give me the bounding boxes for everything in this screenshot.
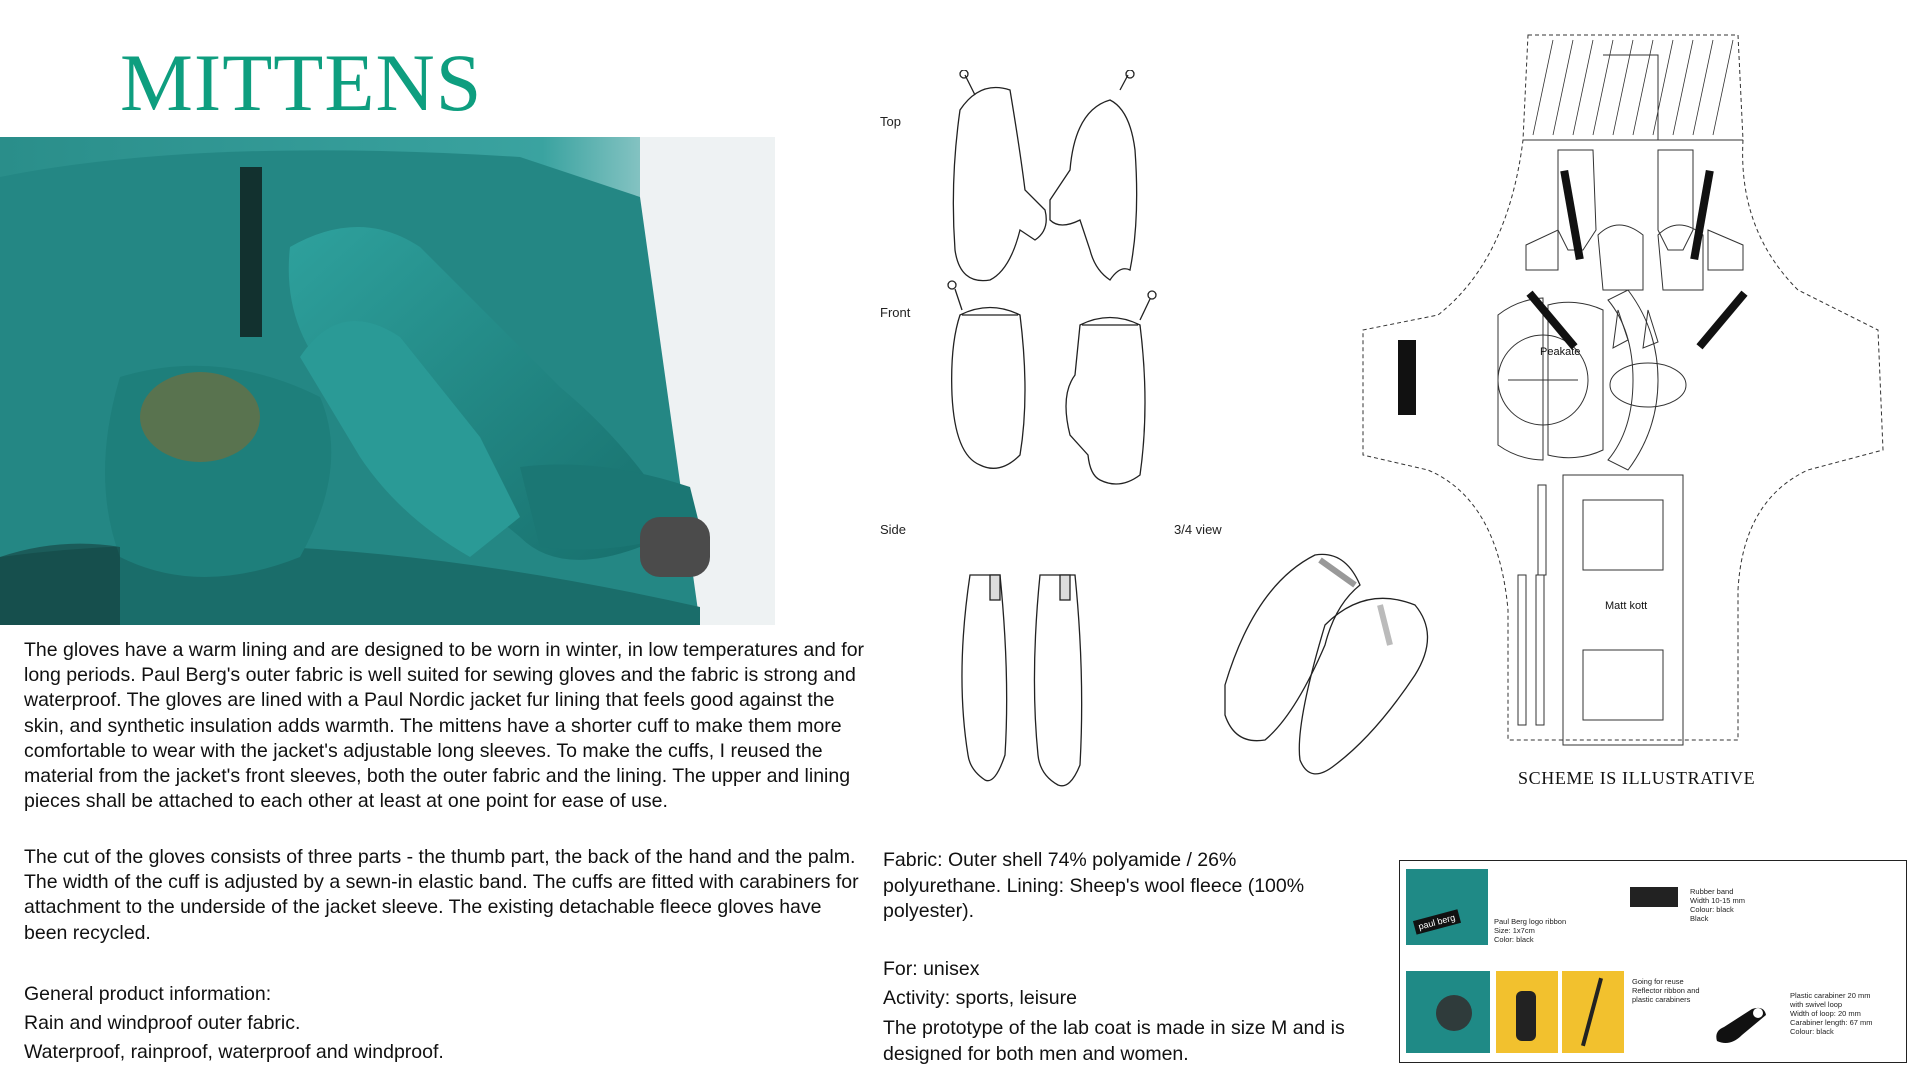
general-info-heading: General product information: <box>24 983 272 1005</box>
pattern-scheme <box>1358 30 1888 760</box>
scheme-label-peakate: Peakate <box>1540 346 1581 358</box>
top-view-mittens <box>953 70 1136 281</box>
logo-ribbon-text: paul berg <box>1413 909 1461 934</box>
logo-ribbon-info: Paul Berg logo ribbon Size: 1x7cm Color: black <box>1494 917 1567 944</box>
view-label-top: Top <box>880 114 901 129</box>
scheme-caption: SCHEME IS ILLUSTRATIVE <box>1518 768 1756 788</box>
reflector-photo-2 <box>1562 971 1624 1053</box>
spec-activity: Activity: sports, leisure <box>883 987 1077 1009</box>
side-view-mittens <box>962 575 1082 786</box>
view-label-three-quarter: 3/4 view <box>1174 522 1222 537</box>
logo-ribbon-photo <box>1406 869 1488 945</box>
reuse-info: Going for reuse Reflector ribbon and plastic carabiners <box>1632 977 1700 1004</box>
spec-fabric: Fabric: Outer shell 74% polyamide / 26% polyurethane. Lining: Sheep's wool fleece (100% polyester). <box>883 849 1305 922</box>
spec-for: For: unisex <box>883 958 980 980</box>
general-info-line-1: Rain and windproof outer fabric. <box>24 1012 301 1034</box>
view-label-front: Front <box>880 305 911 320</box>
cuff-photo <box>1406 971 1490 1053</box>
carabiner-icon <box>1712 1001 1772 1051</box>
view-label-side: Side <box>880 522 907 537</box>
description-paragraph-1: The gloves have a warm lining and are designed to be worn in winter, in low temperatures and for long periods. Paul Berg's outer fabric is well suited for sewing gloves and the fabric is strong and waterproof. The gloves are lined with a Paul Nordic jacket fur lining that feels good against the skin, and synthetic insulation adds warmth. The mittens have a shorter cuff to make them more comfortable to wear with the jacket's adjustable long sleeves. To make the cuffs, I reused the material from the jacket's front sleeves, both the outer fabric and the lining. The upper and lining pieces shall be attached to each other at least at one point for ease of use. <box>24 639 865 813</box>
materials-panel <box>1399 860 1907 1063</box>
rubber-band-info: Rubber band Width 10-15 mm Colour: black Black <box>1690 887 1746 923</box>
general-info-line-2: Waterproof, rainproof, waterproof and windproof. <box>24 1041 444 1063</box>
mittens-photo-illustration <box>0 137 775 625</box>
reflector-photo-1 <box>1496 971 1558 1053</box>
product-photo <box>0 137 775 625</box>
carabiner-info: Plastic carabiner 20 mm with swivel loop Width of loop: 20 mm Carabiner length: 67 mm Colour: black <box>1790 991 1873 1036</box>
technical-drawings <box>940 70 1200 800</box>
description-paragraph-2: The cut of the gloves consists of three parts - the thumb part, the back of the hand and the palm. The width of the cuff is adjusted by a sewn-in elastic band. The cuffs are fitted with carabiners for attachment to the underside of the jacket sleeve. The existing detachable fleece gloves have been recycled. <box>24 846 859 944</box>
front-view-mittens <box>948 281 1156 484</box>
page-title: MITTENS <box>120 37 483 128</box>
spec-prototype: The prototype of the lab coat is made in size M and is designed for both men and women. <box>883 1017 1345 1065</box>
rubber-band-swatch <box>1630 887 1678 907</box>
scheme-label-matt-kott: Matt kott <box>1605 600 1648 612</box>
